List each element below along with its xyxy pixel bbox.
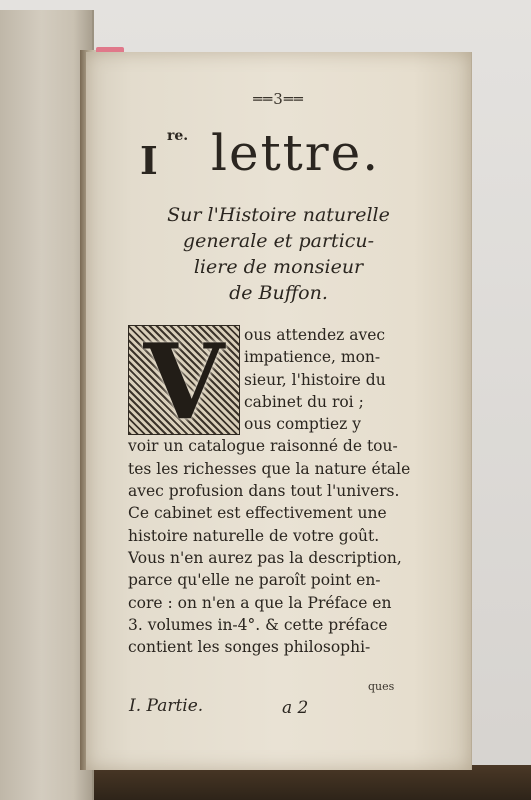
- heading-superscript: re.: [167, 128, 189, 144]
- body-line: sieur, l'histoire du: [244, 370, 386, 389]
- book-page: [86, 52, 472, 770]
- footer-part-label: I. Partie.: [129, 696, 204, 716]
- subtitle-line: generale et particu-: [182, 230, 375, 252]
- body-line: tes les richesses que la nature étale: [128, 459, 411, 478]
- footer-signature-mark: a 2: [282, 698, 309, 718]
- heading-title: lettre.: [211, 124, 381, 182]
- body-line: histoire naturelle de votre goût.: [128, 526, 380, 545]
- subtitle-line: liere de monsieur: [193, 256, 364, 278]
- heading-numeral: I: [140, 138, 158, 183]
- body-line: contient les songes philosophi-: [128, 638, 371, 657]
- body-line: ous attendez avec: [244, 326, 386, 344]
- body-line: parce qu'elle ne paroît point en-: [128, 571, 381, 590]
- page-number-value: 3: [273, 90, 284, 108]
- body-line: Ce cabinet est effectivement une: [128, 504, 387, 523]
- body-line: Vous n'en aurez pas la description,: [128, 548, 402, 567]
- body-line: impatience, mon-: [244, 348, 381, 367]
- body-text: [128, 324, 411, 658]
- subtitle-line: de Buffon.: [229, 282, 328, 304]
- body-line: ous comptiez y: [244, 415, 362, 434]
- catchword: ques: [368, 680, 395, 693]
- letter-heading: [86, 116, 471, 186]
- body-line: voir un catalogue raisonné de tou-: [128, 437, 398, 456]
- subtitle-line: Sur l'Histoire naturelle: [167, 204, 390, 226]
- body-line: core : on n'en a que la Préface en: [128, 593, 392, 612]
- body-line: 3. volumes in-4°. & cette préface: [128, 615, 388, 634]
- page-number: ══3══: [253, 90, 304, 108]
- book-cover-edge: [60, 765, 531, 800]
- letter-subtitle: [86, 202, 471, 306]
- dropcap-letter: V: [143, 320, 225, 443]
- body-line: cabinet du roi ;: [244, 392, 364, 411]
- body-line: avec profusion dans tout l'univers.: [128, 482, 400, 501]
